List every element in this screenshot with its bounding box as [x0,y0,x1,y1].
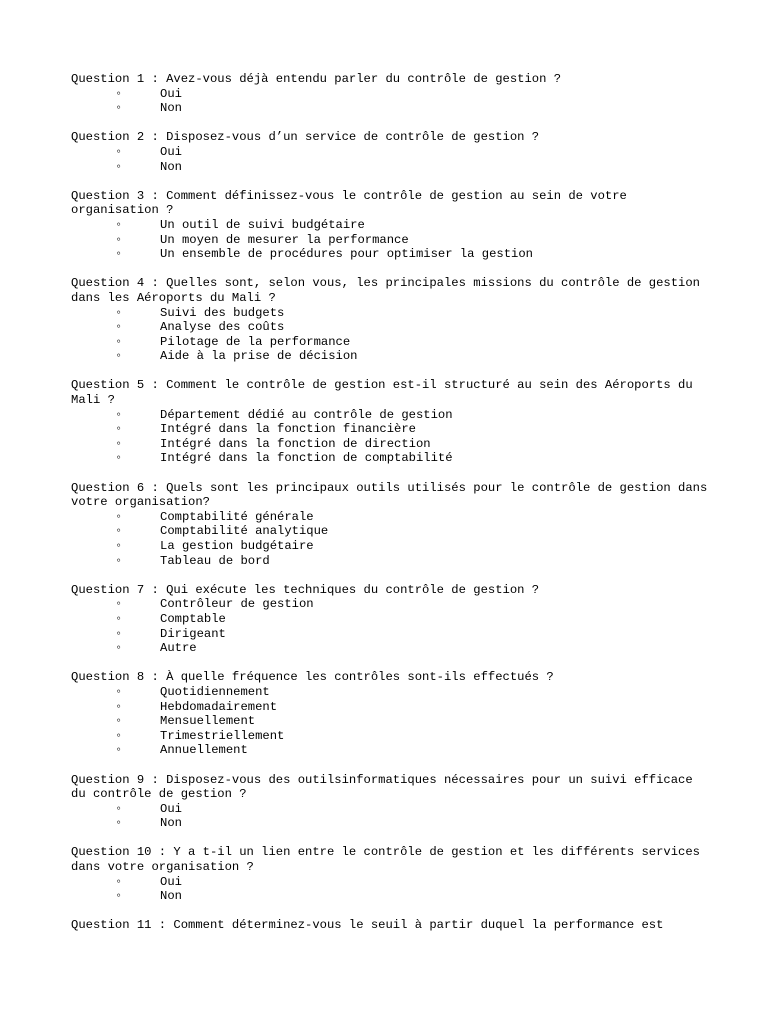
option-label: Non [160,101,182,116]
hollow-bullet-icon: ◦ [115,553,123,568]
option-label: Intégré dans la fonction de direction [160,436,431,451]
option-label: Comptabilité générale [160,509,314,524]
option-label: Trimestriellement [160,728,285,743]
option-label: Hebdomadairement [160,699,278,714]
option-item [71,700,711,715]
option-item [71,685,711,700]
hollow-bullet-icon: ◦ [115,539,123,553]
option-list [71,87,711,116]
option-label: Département dédié au contrôle de gestion [160,407,453,422]
option-item [71,524,711,539]
question-block [71,130,711,174]
question-text: Question 1 : Avez-vous déjà entendu parler du contrôle de gestion ? [71,72,562,86]
option-label: Comptabilité analytique [160,524,329,539]
hollow-bullet-icon: ◦ [115,509,123,524]
question-text: Question 7 : Qui exécute les techniques du contrôle de gestion ? [71,582,540,597]
hollow-bullet-icon: ◦ [115,889,123,904]
option-label: Analyse des coûts [160,320,285,335]
option-item [71,554,711,569]
option-item [71,306,711,321]
question-block [71,276,711,364]
option-label: Un moyen de mesurer la performance [160,232,409,247]
question-block [71,378,711,466]
option-item [71,233,711,248]
hollow-bullet-icon: ◦ [115,626,123,641]
option-label: Oui [160,874,182,889]
option-item [71,714,711,729]
question-block [71,773,711,831]
option-item [71,875,711,890]
hollow-bullet-icon: ◦ [115,144,123,159]
hollow-bullet-icon: ◦ [115,611,123,626]
option-list [71,510,711,568]
option-label: Oui [160,86,182,101]
question-text: Question 2 : Disposez-vous d’un service de contrôle de gestion ? [71,130,540,145]
question-text: Question 8 : À quelle fréquence les contrôles sont-ils effectués ? [71,670,554,685]
option-label: Pilotage de la performance [160,334,351,349]
option-list [71,597,711,655]
question-text: Question 3 : Comment définissez-vous le contrôle de gestion au sein de votre organisation ? [71,188,635,218]
hollow-bullet-icon: ◦ [115,597,123,612]
question-text: Question 9 : Disposez-vous des outilsinformatiques nécessaires pour un suivi efficace du contrôle de gestion ? [71,772,700,802]
option-item [71,437,711,452]
hollow-bullet-icon: ◦ [115,728,123,743]
question-block [71,845,711,903]
hollow-bullet-icon: ◦ [115,217,123,232]
option-item [71,816,711,831]
question-block [71,72,711,116]
option-label: Aide à la prise de décision [160,349,358,364]
hollow-bullet-icon: ◦ [115,684,123,699]
hollow-bullet-icon: ◦ [115,451,123,466]
option-item [71,641,711,656]
question-block [71,480,715,569]
option-label: Intégré dans la fonction financière [160,422,416,437]
option-list [71,685,711,758]
option-item [71,612,711,627]
hollow-bullet-icon: ◦ [115,436,123,451]
hollow-bullet-icon: ◦ [115,422,123,437]
option-list [71,218,711,262]
option-label: Un ensemble de procédures pour optimiser la gestion [160,247,533,262]
option-item [71,101,711,116]
question-block [71,583,711,656]
hollow-bullet-icon: ◦ [115,816,123,831]
option-item [71,247,711,262]
option-label: Non [160,816,182,831]
hollow-bullet-icon: ◦ [115,524,123,539]
option-label: Non [160,159,182,174]
option-item [71,335,711,350]
option-label: Comptable [160,611,226,626]
hollow-bullet-icon: ◦ [115,699,123,714]
option-list [71,802,711,831]
option-label: La gestion budgétaire [160,539,314,553]
hollow-bullet-icon: ◦ [115,714,123,729]
hollow-bullet-icon: ◦ [115,874,123,889]
option-item [71,510,711,525]
question-text: Question 5 : Comment le contrôle de gestion est-il structuré au sein des Aéroports du Mali ? [71,378,700,408]
hollow-bullet-icon: ◦ [115,86,123,101]
hollow-bullet-icon: ◦ [115,101,123,116]
option-item [71,743,711,758]
option-label: Quotidiennement [160,684,270,699]
option-list [71,408,711,466]
question-block [71,918,711,933]
hollow-bullet-icon: ◦ [115,641,123,656]
option-item [71,729,711,744]
option-label: Mensuellement [160,714,256,729]
question-text: Question 6 : Quels sont les principaux outils utilisés pour le contrôle de gestion dans votre organisation? [71,480,715,510]
hollow-bullet-icon: ◦ [115,232,123,247]
hollow-bullet-icon: ◦ [115,407,123,422]
option-item [71,451,711,466]
option-item [71,87,711,102]
option-label: Oui [160,801,182,816]
hollow-bullet-icon: ◦ [115,159,123,174]
option-label: Contrôleur de gestion [160,597,314,612]
option-item [71,627,711,642]
option-item [71,422,711,437]
hollow-bullet-icon: ◦ [115,247,123,262]
option-item [71,145,711,160]
question-block [71,189,711,262]
option-label: Non [160,889,182,904]
option-item [71,320,711,335]
option-item [71,349,711,364]
option-item [71,539,711,554]
question-text: Question 10 : Y a t-il un lien entre le contrôle de gestion et les différents services dans votre organisation ? [71,845,708,875]
option-label: Intégré dans la fonction de comptabilité [160,451,453,466]
option-list [71,875,711,904]
hollow-bullet-icon: ◦ [115,305,123,320]
option-label: Un outil de suivi budgétaire [160,217,365,232]
question-text: Question 11 : Comment déterminez-vous le seuil à partir duquel la performance est [71,918,664,933]
questionnaire-page [71,72,715,948]
hollow-bullet-icon: ◦ [115,334,123,349]
option-label: Dirigeant [160,626,226,641]
option-item [71,802,711,817]
question-block [71,670,711,758]
hollow-bullet-icon: ◦ [115,743,123,758]
hollow-bullet-icon: ◦ [115,320,123,335]
option-label: Tableau de bord [160,553,270,568]
option-list [71,145,711,174]
option-item [71,597,711,612]
hollow-bullet-icon: ◦ [115,801,123,816]
hollow-bullet-icon: ◦ [115,349,123,364]
option-label: Annuellement [160,743,248,758]
option-list [71,306,711,364]
option-item [71,160,711,175]
option-item [71,218,711,233]
option-item [71,889,711,904]
option-label: Suivi des budgets [160,305,285,320]
option-label: Oui [160,144,182,159]
question-text: Question 4 : Quelles sont, selon vous, les principales missions du contrôle de gestion dans les Aéroports du Mali ? [71,276,708,305]
option-item [71,408,711,423]
option-label: Autre [160,641,197,656]
